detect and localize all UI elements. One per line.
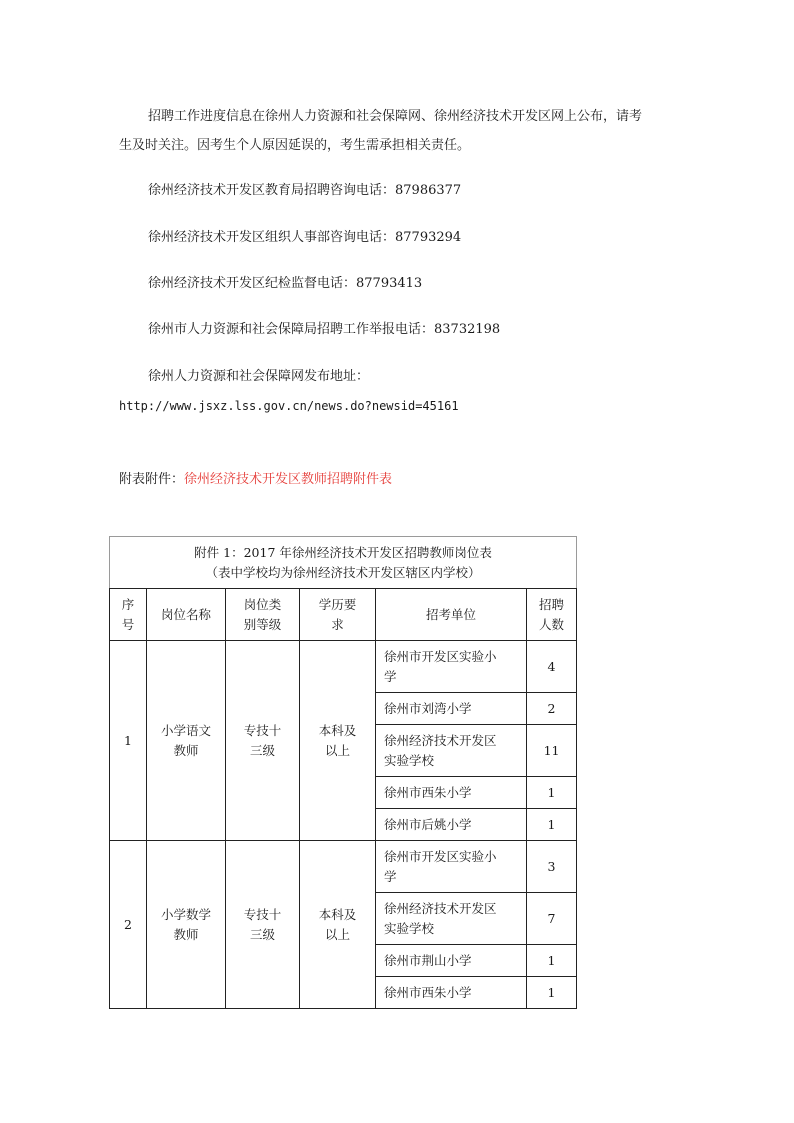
header-post-category: 岗位类 别等级 bbox=[226, 589, 300, 641]
discipline-phone: 徐州经济技术开发区纪检监督电话：87793413 bbox=[148, 276, 423, 291]
cell-count: 2 bbox=[527, 693, 577, 725]
cell-unit: 徐州市西朱小学 bbox=[376, 977, 527, 1009]
table-row bbox=[110, 641, 577, 693]
cell-level: 专技十 三级 bbox=[226, 841, 300, 1009]
notice-line-1: 招聘工作进度信息在徐州人力资源和社会保障网、徐州经济技术开发区网上公布，请考 bbox=[148, 109, 643, 124]
cell-unit: 徐州市荆山小学 bbox=[376, 945, 527, 977]
cell-education: 本科及 以上 bbox=[300, 841, 376, 1009]
table-caption-row bbox=[110, 537, 577, 589]
cell-count: 1 bbox=[527, 809, 577, 841]
cell-seq: 2 bbox=[110, 841, 147, 1009]
caption-line-2: （表中学校均为徐州经济技术开发区辖区内学校） bbox=[205, 564, 481, 580]
cell-unit: 徐州市开发区实验小 学 bbox=[376, 641, 527, 693]
attachment-link[interactable]: 徐州经济技术开发区教师招聘附件表 bbox=[184, 472, 393, 487]
cell-unit: 徐州市刘湾小学 bbox=[376, 693, 527, 725]
cell-level: 专技十 三级 bbox=[226, 641, 300, 841]
cell-unit: 徐州市后姚小学 bbox=[376, 809, 527, 841]
notice-line-2: 生及时关注。因考生个人原因延误的，考生需承担相关责任。 bbox=[119, 138, 471, 153]
cell-unit: 徐州经济技术开发区 实验学校 bbox=[376, 893, 527, 945]
recruitment-table bbox=[109, 536, 577, 1009]
header-education: 学历要 求 bbox=[300, 589, 376, 641]
cell-count: 7 bbox=[527, 893, 577, 945]
edu-bureau-phone: 徐州经济技术开发区教育局招聘咨询电话：87986377 bbox=[148, 183, 462, 198]
publish-address-label: 徐州人力资源和社会保障网发布地址： bbox=[148, 369, 370, 384]
cell-education: 本科及 以上 bbox=[300, 641, 376, 841]
header-post-name: 岗位名称 bbox=[147, 589, 226, 641]
cell-count: 1 bbox=[527, 777, 577, 809]
report-phone: 徐州市人力资源和社会保障局招聘工作举报电话：83732198 bbox=[148, 322, 501, 337]
header-seq: 序 号 bbox=[110, 589, 147, 641]
caption-line-1: 附件 1：2017 年徐州经济技术开发区招聘教师岗位表 bbox=[194, 544, 492, 560]
table-caption bbox=[110, 537, 577, 589]
header-count: 招聘 人数 bbox=[527, 589, 577, 641]
cell-count: 11 bbox=[527, 725, 577, 777]
cell-count: 1 bbox=[527, 945, 577, 977]
cell-count: 1 bbox=[527, 977, 577, 1009]
table-header-row bbox=[110, 589, 577, 641]
cell-count: 3 bbox=[527, 841, 577, 893]
attachment-prefix: 附表附件： bbox=[119, 472, 185, 487]
cell-seq: 1 bbox=[110, 641, 147, 841]
cell-unit: 徐州市西朱小学 bbox=[376, 777, 527, 809]
header-unit: 招考单位 bbox=[376, 589, 527, 641]
cell-count: 4 bbox=[527, 641, 577, 693]
cell-post: 小学语文 教师 bbox=[147, 641, 226, 841]
cell-unit: 徐州经济技术开发区 实验学校 bbox=[376, 725, 527, 777]
cell-post: 小学数学 教师 bbox=[147, 841, 226, 1009]
publish-url[interactable]: http://www.jsxz.lss.gov.cn/news.do?newsid=45161 bbox=[119, 399, 459, 413]
cell-unit: 徐州市开发区实验小 学 bbox=[376, 841, 527, 893]
attachment-line bbox=[119, 471, 392, 489]
org-dept-phone: 徐州经济技术开发区组织人事部咨询电话：87793294 bbox=[148, 230, 462, 245]
table-row bbox=[110, 841, 577, 893]
